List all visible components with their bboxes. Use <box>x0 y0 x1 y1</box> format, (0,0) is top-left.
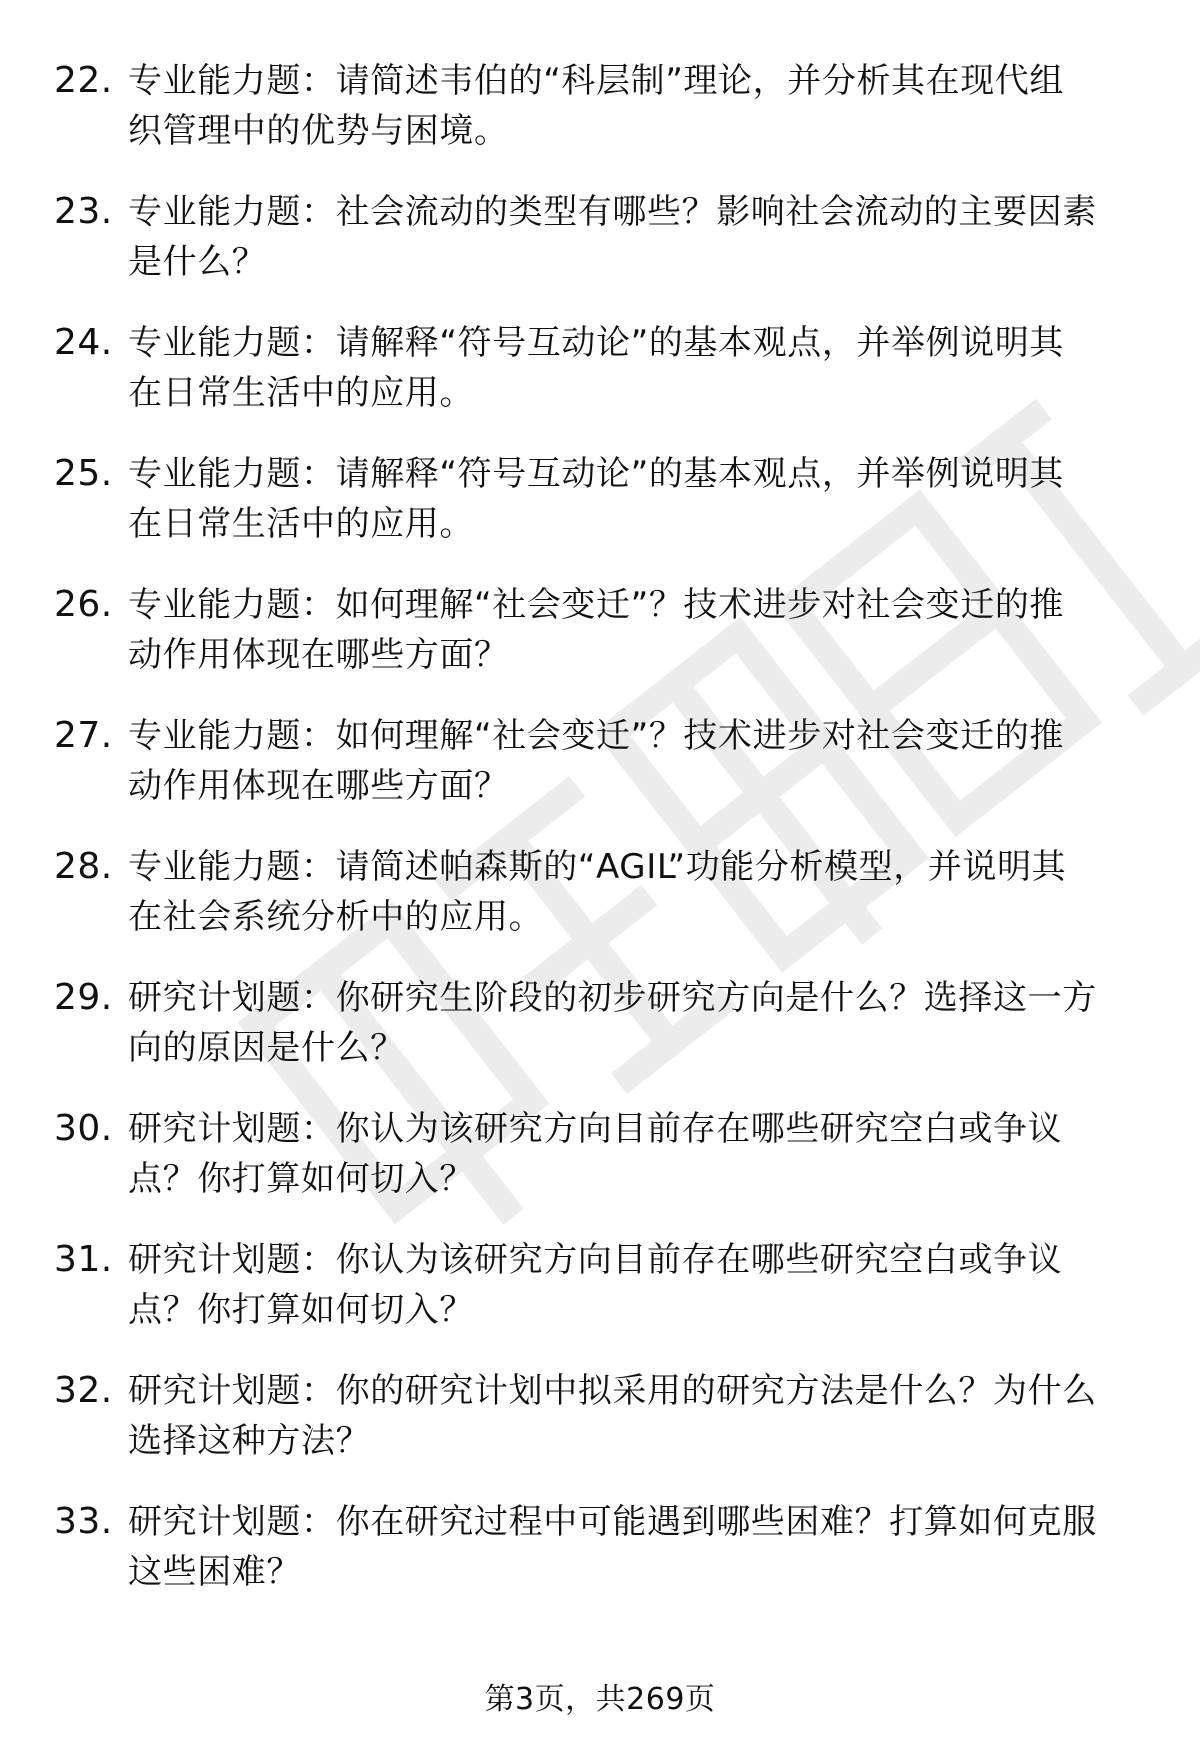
question-item <box>0 580 1200 678</box>
question-line: 织管理中的优势与困境。 <box>128 111 509 151</box>
question-line: 专业能力题：请简述帕森斯的“AGIL”功能分析模型，并说明其 <box>128 847 1067 887</box>
question-number: 25. <box>54 453 113 494</box>
question-line: 研究计划题：你在研究过程中可能遇到哪些困难？打算如何克服 <box>128 1502 1097 1542</box>
question-number: 32. <box>54 1370 113 1411</box>
question-line: 研究计划题：你的研究计划中拟采用的研究方法是什么？为什么 <box>128 1371 1097 1411</box>
question-text <box>128 187 1158 287</box>
question-number: 28. <box>54 846 113 887</box>
question-line: 专业能力题：如何理解“社会变迁”？技术进步对社会变迁的推 <box>128 716 1065 756</box>
question-line: 专业能力题：如何理解“社会变迁”？技术进步对社会变迁的推 <box>128 585 1065 625</box>
question-list <box>0 56 1200 1628</box>
question-item <box>0 187 1200 285</box>
question-text <box>128 318 1158 418</box>
question-number: 26. <box>54 584 113 625</box>
question-text <box>128 449 1158 549</box>
question-item <box>0 711 1200 809</box>
question-number: 31. <box>54 1239 113 1280</box>
question-text <box>128 842 1158 942</box>
question-number: 22. <box>54 60 113 101</box>
question-item <box>0 318 1200 416</box>
question-line: 研究计划题：你研究生阶段的初步研究方向是什么？选择这一方 <box>128 978 1097 1018</box>
question-number: 30. <box>54 1108 113 1149</box>
question-number: 24. <box>54 322 113 363</box>
question-item <box>0 1366 1200 1464</box>
question-line: 这些困难？ <box>128 1552 301 1592</box>
page-footer: 第3页，共269页 <box>484 1682 716 1717</box>
question-line: 向的原因是什么？ <box>128 1028 405 1068</box>
question-item <box>0 1497 1200 1595</box>
question-item <box>0 449 1200 547</box>
question-line: 研究计划题：你认为该研究方向目前存在哪些研究空白或争议 <box>128 1240 1063 1280</box>
question-item <box>0 973 1200 1071</box>
question-text <box>128 1366 1158 1466</box>
question-text <box>128 711 1158 811</box>
question-line: 专业能力题：请解释“符号互动论”的基本观点，并举例说明其 <box>128 323 1065 363</box>
question-number: 29. <box>54 977 113 1018</box>
question-line: 动作用体现在哪些方面？ <box>128 635 509 675</box>
question-line: 在社会系统分析中的应用。 <box>128 897 544 937</box>
question-line: 专业能力题：社会流动的类型有哪些？影响社会流动的主要因素 <box>128 192 1097 232</box>
question-line: 点？你打算如何切入？ <box>128 1290 474 1330</box>
question-item <box>0 1104 1200 1202</box>
question-item <box>0 56 1200 154</box>
question-line: 点？你打算如何切入？ <box>128 1159 474 1199</box>
question-line: 在日常生活中的应用。 <box>128 504 474 544</box>
question-text <box>128 1235 1158 1335</box>
question-line: 选择这种方法？ <box>128 1421 371 1461</box>
question-line: 动作用体现在哪些方面？ <box>128 766 509 806</box>
question-text <box>128 580 1158 680</box>
question-line: 专业能力题：请简述韦伯的“科层制”理论，并分析其在现代组 <box>128 61 1065 101</box>
question-text <box>128 56 1158 156</box>
question-number: 23. <box>54 191 113 232</box>
question-number: 27. <box>54 715 113 756</box>
question-number: 33. <box>54 1501 113 1542</box>
question-item <box>0 842 1200 940</box>
question-line: 研究计划题：你认为该研究方向目前存在哪些研究空白或争议 <box>128 1109 1063 1149</box>
question-text <box>128 1104 1158 1204</box>
question-line: 在日常生活中的应用。 <box>128 373 474 413</box>
question-item <box>0 1235 1200 1333</box>
question-line: 专业能力题：请解释“符号互动论”的基本观点，并举例说明其 <box>128 454 1065 494</box>
question-line: 是什么？ <box>128 242 267 282</box>
question-text <box>128 1497 1158 1597</box>
question-text <box>128 973 1158 1073</box>
